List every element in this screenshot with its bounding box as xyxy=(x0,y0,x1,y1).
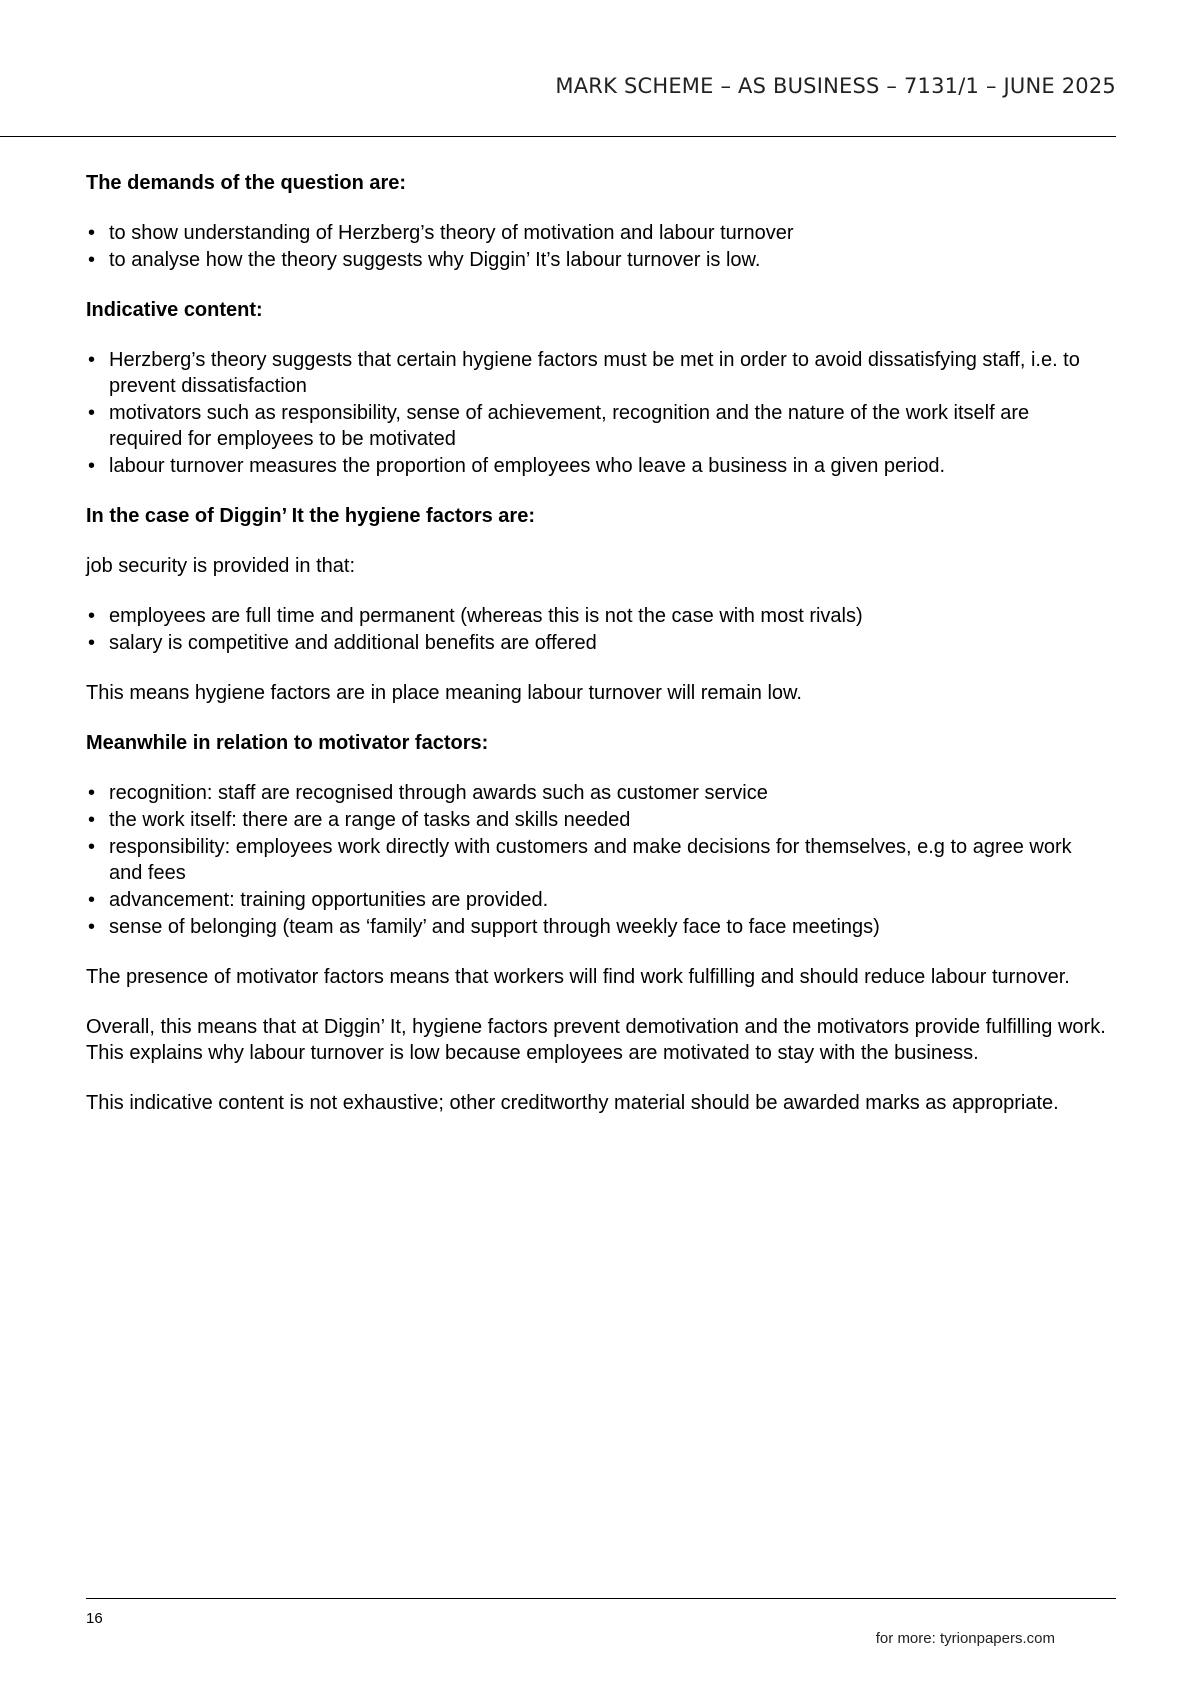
bullet-icon: • xyxy=(88,249,96,271)
bullet-icon: • xyxy=(88,889,96,911)
list-item: • employees are full time and permanent (whereas this is not the case with most rivals) xyxy=(88,605,863,627)
list-item: • to analyse how the theory suggests why Diggin’ It’s labour turnover is low. xyxy=(88,249,761,271)
footer-source-note: for more: tyrionpapers.com xyxy=(875,1630,1055,1647)
bullet-icon: • xyxy=(88,402,96,424)
hygiene-list xyxy=(86,603,1106,656)
bullet-icon: • xyxy=(88,836,96,858)
bullet-icon: • xyxy=(88,632,96,654)
bullet-icon: • xyxy=(88,782,96,804)
motivators-heading: Meanwhile in relation to motivator factors: xyxy=(86,732,489,754)
indicative-heading: Indicative content: xyxy=(86,299,263,321)
list-item: • the work itself: there are a range of tasks and skills needed xyxy=(88,809,631,831)
list-item: • to show understanding of Herzberg’s theory of motivation and labour turnover xyxy=(88,222,794,244)
footer-divider xyxy=(86,1598,1116,1599)
motivators-conclusion: The presence of motivator factors means that workers will find work fulfilling and should reduce labour turnover. xyxy=(86,966,1070,988)
list-item: • advancement: training opportunities are provided. xyxy=(88,889,549,911)
hygiene-heading: In the case of Diggin’ It the hygiene factors are: xyxy=(86,505,535,527)
motivators-list xyxy=(86,780,1106,940)
list-item: • recognition: staff are recognised through awards such as customer service xyxy=(88,782,768,804)
hygiene-intro: job security is provided in that: xyxy=(86,555,356,577)
indicative-list xyxy=(86,347,1106,479)
mark-scheme-content xyxy=(86,170,1106,1140)
bullet-icon: • xyxy=(88,349,96,371)
page-number: 16 xyxy=(86,1610,103,1627)
list-item: • Herzberg’s theory suggests that certain hygiene factors must be met in order to avoid dissatisfying staff, i.e. to prevent dissatisfaction xyxy=(88,349,1080,397)
demands-heading: The demands of the question are: xyxy=(86,172,407,194)
list-item: • responsibility: employees work directly with customers and make decisions for themselves, e.g to agree work and fees xyxy=(88,836,1072,884)
header-divider xyxy=(0,136,1116,137)
list-item: • motivators such as responsibility, sense of achievement, recognition and the nature of the work itself are required for employees to be motivated xyxy=(88,402,1030,450)
list-item: • salary is competitive and additional benefits are offered xyxy=(88,632,597,654)
indicative-note: This indicative content is not exhaustive; other creditworthy material should be awarded marks as appropriate. xyxy=(86,1092,1059,1114)
demands-list xyxy=(86,220,1106,273)
bullet-icon: • xyxy=(88,455,96,477)
list-item: • sense of belonging (team as ‘family’ and support through weekly face to face meetings) xyxy=(88,916,880,938)
hygiene-conclusion: This means hygiene factors are in place meaning labour turnover will remain low. xyxy=(86,682,802,704)
header-title: MARK SCHEME – AS BUSINESS – 7131/1 – JUNE 2025 xyxy=(555,74,1116,98)
bullet-icon: • xyxy=(88,605,96,627)
list-item: • labour turnover measures the proportion of employees who leave a business in a given period. xyxy=(88,455,946,477)
bullet-icon: • xyxy=(88,916,96,938)
overall-paragraph: Overall, this means that at Diggin’ It, hygiene factors prevent demotivation and the motivators provide fulfilling work. This explains why labour turnover is low because employees are motivated to stay with the business. xyxy=(86,1016,1106,1064)
bullet-icon: • xyxy=(88,809,96,831)
bullet-icon: • xyxy=(88,222,96,244)
